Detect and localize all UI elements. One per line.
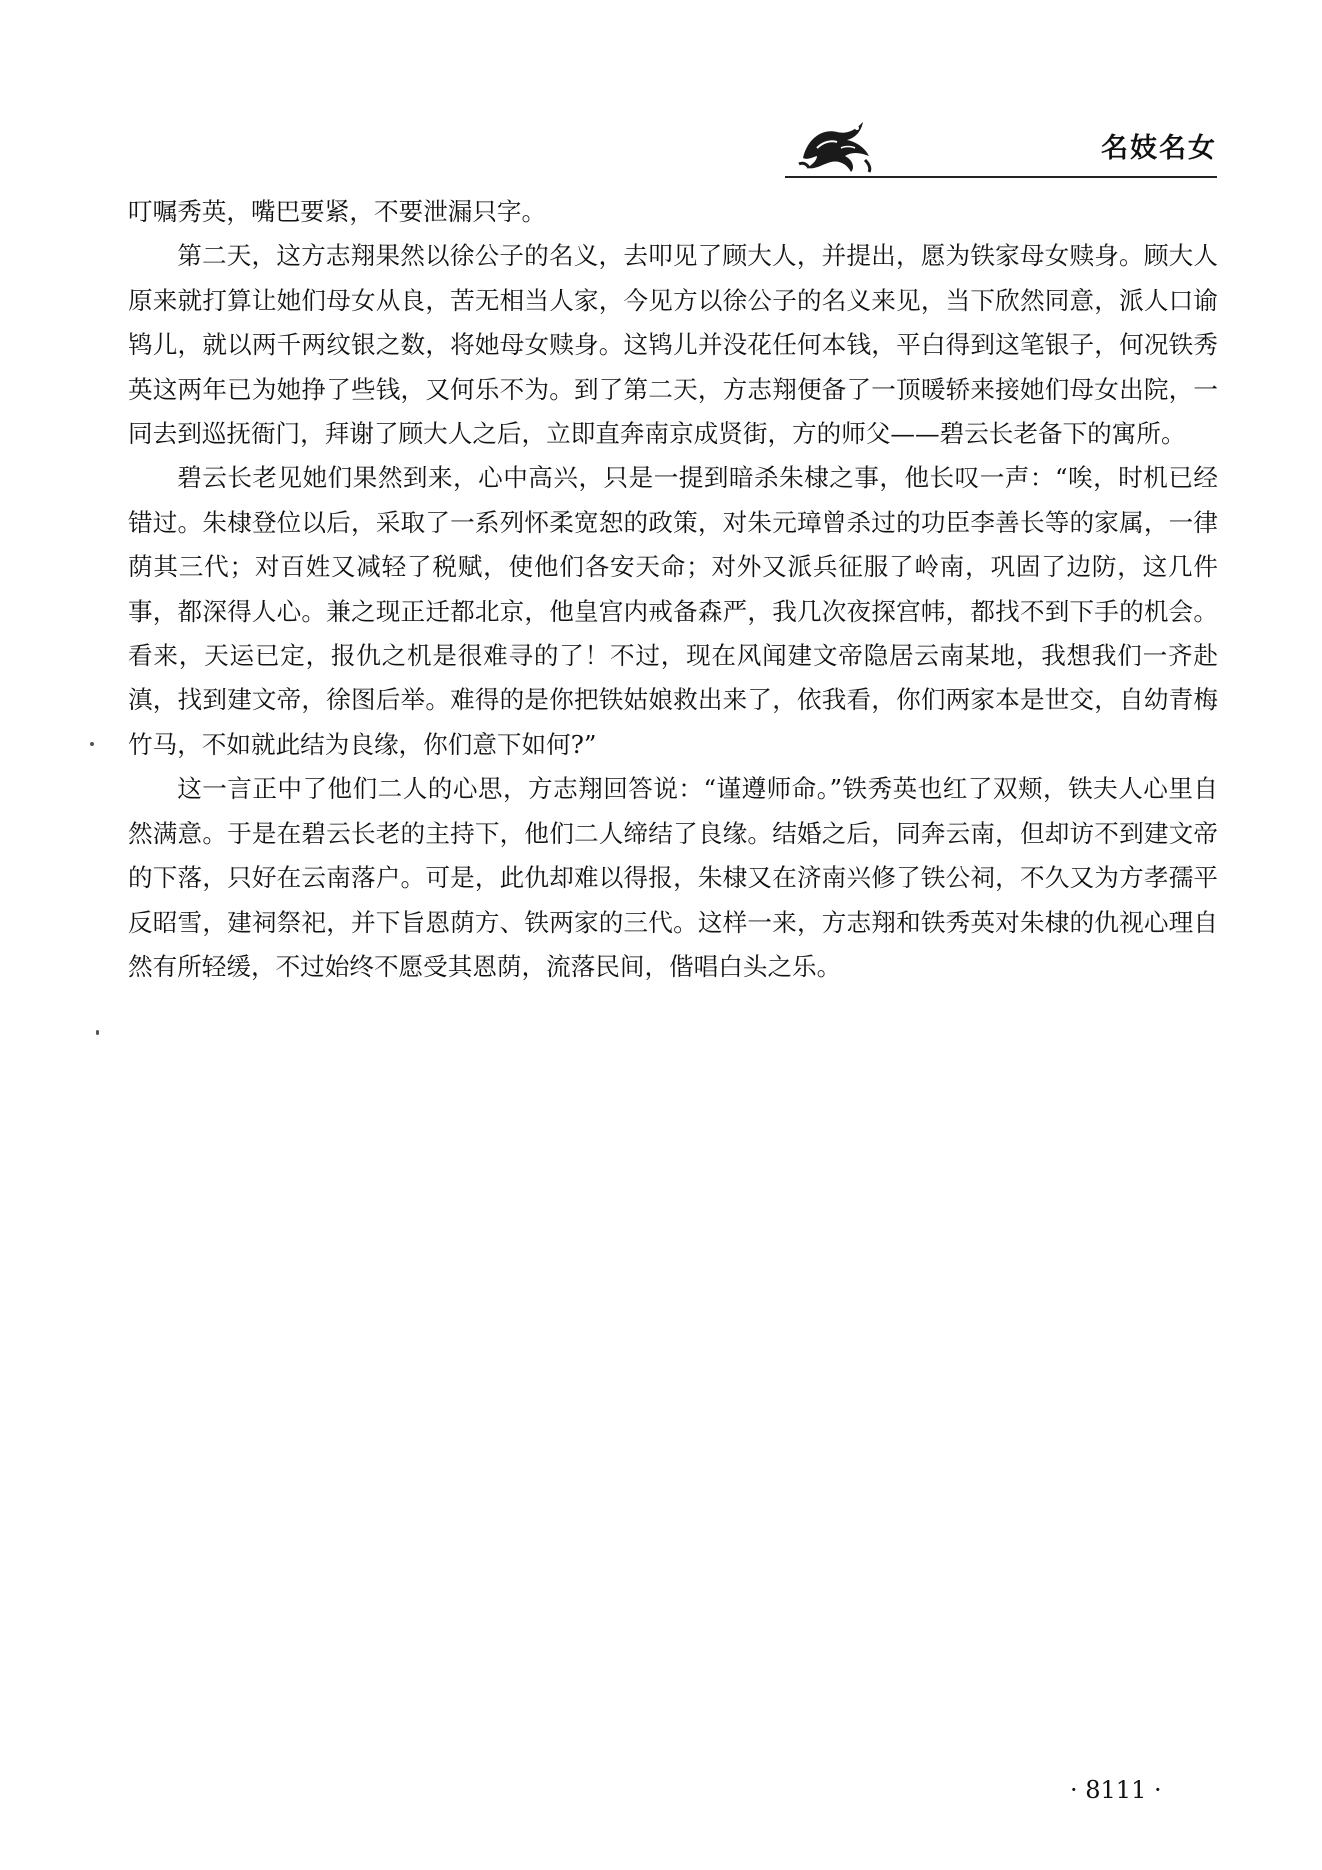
header-rule: [785, 176, 1217, 178]
paragraph-4: 这一言正中了他们二人的心思，方志翔回答说：“谨遵师命。”铁秀英也红了双颊，铁夫人心里自然满意。于是在碧云长老的主持下，他们二人缔结了良缘。结婚之后，同奔云南，但却访不到建文帝的下落，只好在云南落户。可是，此仇却难以得报，朱棣又在济南兴修了铁公祠，不久又为方孝孺平反昭雪，建祠祭祀，并下旨恩荫方、铁两家的三代。这样一来，方志翔和铁秀英对朱棣的仇视心理自然有所轻缓，不过始终不愿受其恩荫，流落民间，偕唱白头之乐。: [128, 774, 1218, 981]
scan-speck: [96, 1030, 99, 1035]
dragon-emblem-icon: [797, 118, 875, 174]
scan-speck: [90, 742, 94, 746]
paragraph-1: 叮嘱秀英，嘴巴要紧，不要泄漏只字。: [128, 197, 547, 226]
page-number: · 8111 ·: [1070, 1776, 1162, 1804]
body-text: [128, 190, 1218, 989]
header-title: 名妓名女: [1101, 133, 1217, 164]
running-header: [785, 118, 1217, 178]
paragraph-3: 碧云长老见她们果然到来，心中高兴，只是一提到暗杀朱棣之事，他长叹一声：“唉，时机已经错过。朱棣登位以后，采取了一系列怀柔宽恕的政策，对朱元璋曾杀过的功臣李善长等的家属，一律荫其三代；对百姓又减轻了税赋，使他们各安天命；对外又派兵征服了岭南，巩固了边防，这几件事，都深得人心。兼之现正迁都北京，他皇宫内戒备森严，我几次夜探宫帏，都找不到下手的机会。看来，天运已定，报仇之机是很难寻的了！不过，现在风闻建文帝隐居云南某地，我想我们一齐赴滇，找到建文帝，徐图后举。难得的是你把铁姑娘救出来了，依我看，你们两家本是世交，自幼青梅竹马，不如就此结为良缘，你们意下如何?”: [128, 463, 1218, 759]
paragraph-2: 第二天，这方志翔果然以徐公子的名义，去叩见了顾大人，并提出，愿为铁家母女赎身。顾大人原来就打算让她们母女从良，苦无相当人家，今见方以徐公子的名义来见，当下欣然同意，派人口谕鸨儿，就以两千两纹银之数，将她母女赎身。这鸨儿并没花任何本钱，平白得到这笔银子，何况铁秀英这两年已为她挣了些钱，又何乐不为。到了第二天，方志翔便备了一顶暖轿来接她们母女出院，一同去到巡抚衙门，拜谢了顾大人之后，立即直奔南京成贤街，方的师父——碧云长老备下的寓所。: [128, 241, 1218, 449]
